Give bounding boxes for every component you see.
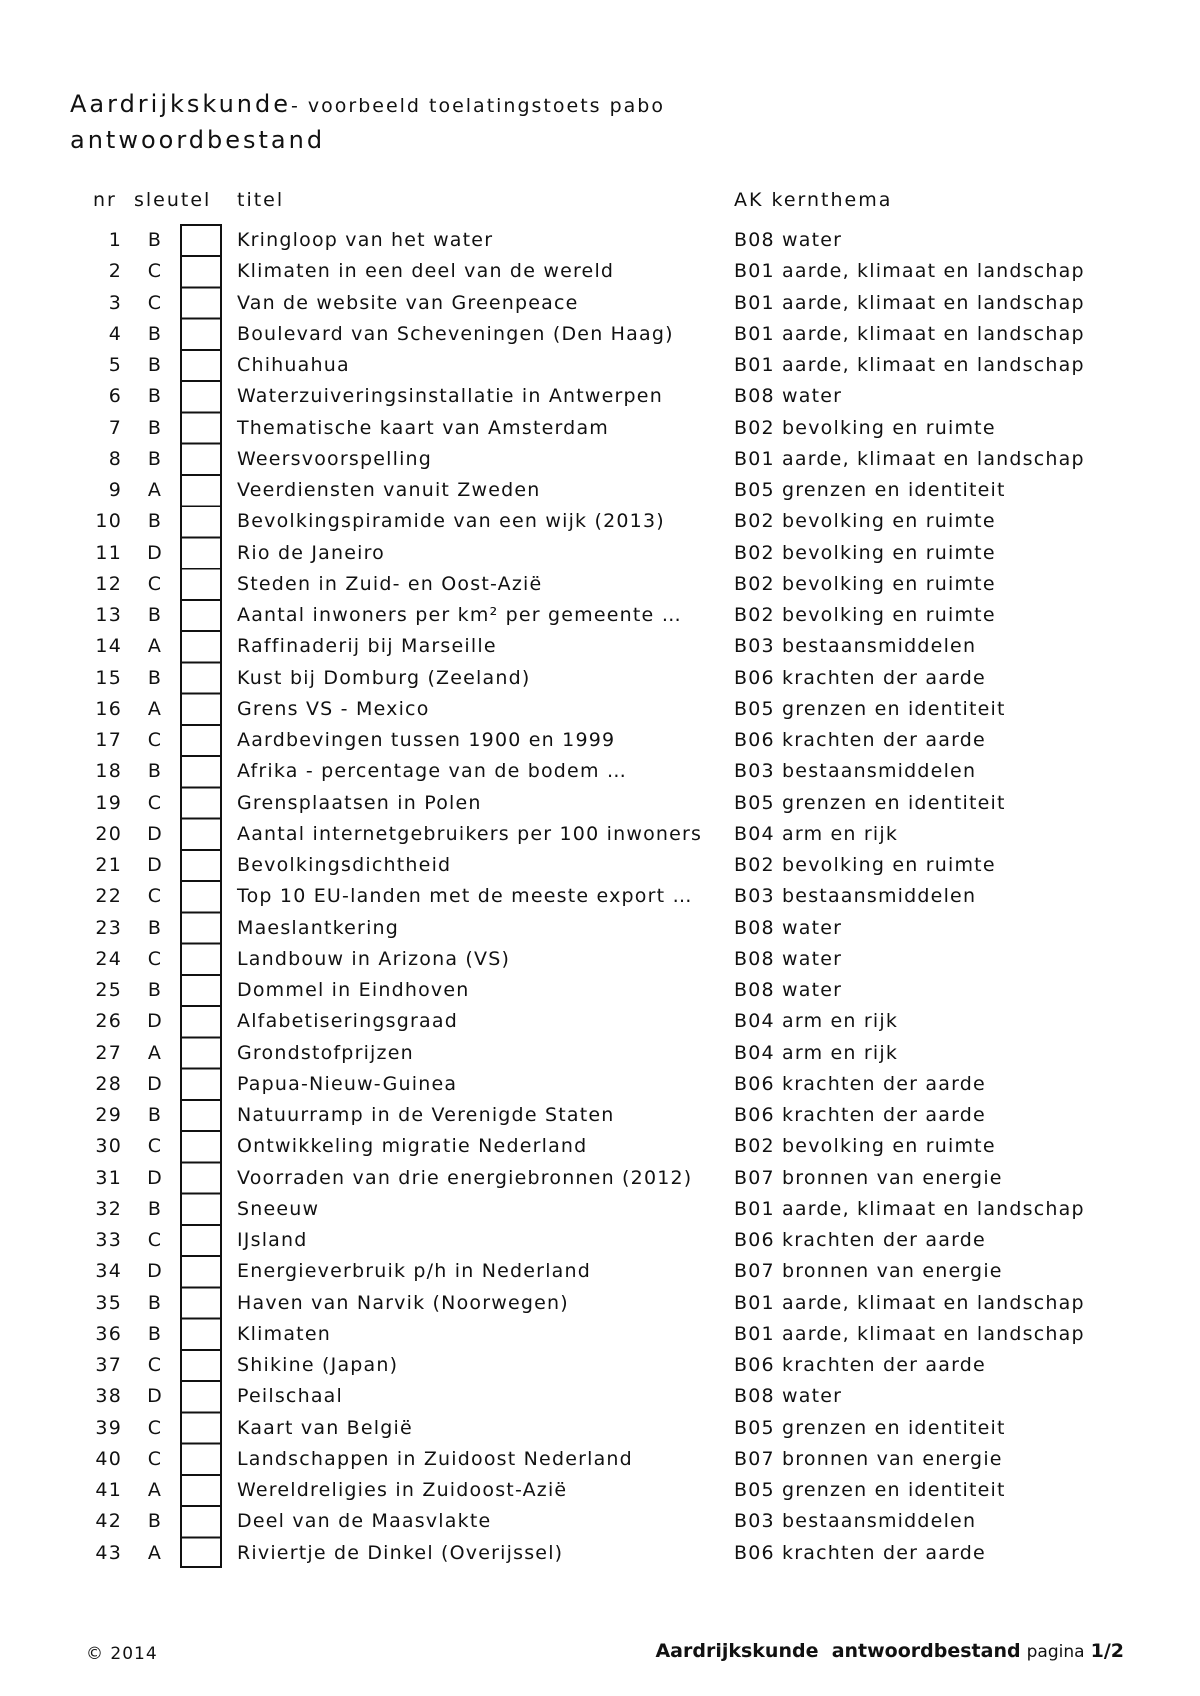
question-number: 32 (95, 1197, 122, 1220)
answer-key: D (147, 854, 163, 876)
question-title: Kust bij Domburg (Zeeland) (237, 666, 531, 689)
question-number: 19 (95, 791, 122, 814)
answer-key: C (147, 1135, 163, 1158)
table-row (0, 724, 1200, 755)
question-title: Landbouw in Arizona (VS) (237, 947, 511, 970)
column-header-theme: AK kernthema (734, 189, 893, 211)
question-number: 37 (95, 1354, 122, 1376)
question-number: 6 (108, 385, 122, 408)
answer-key: B (147, 229, 163, 251)
question-title: Sneeuw (237, 1197, 320, 1220)
question-number: 42 (95, 1510, 122, 1533)
answer-key: C (147, 1354, 163, 1376)
question-title: Grondstofprijzen (237, 1041, 414, 1064)
answer-key: C (147, 1229, 163, 1251)
answer-key: A (147, 635, 163, 658)
answer-key: C (147, 791, 163, 814)
question-title: Voorraden van drie energiebronnen (2012) (237, 1166, 693, 1189)
core-theme: B02 bevolking en ruimte (734, 604, 996, 626)
core-theme: B02 bevolking en ruimte (734, 572, 996, 595)
answer-key: A (147, 697, 163, 720)
answer-key: A (147, 1541, 163, 1564)
answer-key: B (147, 447, 163, 470)
core-theme: B01 aarde, klimaat en landschap (734, 1197, 1085, 1220)
table-row (0, 568, 1200, 599)
question-title: Chihuahua (237, 354, 350, 376)
answer-key: A (147, 479, 163, 501)
table-row (0, 787, 1200, 818)
core-theme: B03 bestaansmiddelen (734, 1510, 977, 1533)
question-number: 31 (95, 1166, 122, 1189)
core-theme: B01 aarde, klimaat en landschap (734, 322, 1085, 345)
answer-key: B (147, 916, 163, 939)
core-theme: B05 grenzen en identiteit (734, 1479, 1006, 1501)
answer-key: C (147, 885, 163, 908)
answer-key: B (147, 604, 163, 626)
core-theme: B01 aarde, klimaat en landschap (734, 447, 1085, 470)
table-row (0, 943, 1200, 974)
question-number: 14 (95, 635, 122, 658)
answer-key: B (147, 1510, 163, 1533)
core-theme: B02 bevolking en ruimte (734, 854, 996, 876)
question-title: Maeslantkering (237, 916, 400, 939)
question-title: Kaart van België (237, 1416, 413, 1439)
question-title: Kringloop van het water (237, 229, 494, 251)
question-title: Klimaten (237, 1322, 331, 1345)
table-row (0, 1068, 1200, 1099)
question-title: Aantal internetgebruikers per 100 inwoners (237, 822, 703, 845)
question-title: Deel van de Maasvlakte (237, 1510, 492, 1533)
question-title: Landschappen in Zuidoost Nederland (237, 1447, 633, 1470)
answer-key: B (147, 760, 163, 783)
table-row (0, 1380, 1200, 1411)
table-row (0, 1287, 1200, 1318)
table-row (0, 1505, 1200, 1536)
question-number: 23 (95, 916, 122, 939)
copyright: © 2014 (86, 1644, 158, 1664)
core-theme: B08 water (734, 229, 843, 251)
core-theme: B08 water (734, 947, 843, 970)
core-theme: B04 arm en rijk (734, 1041, 899, 1064)
column-header-title: titel (237, 189, 285, 211)
question-title: Van de website van Greenpeace (237, 291, 579, 314)
core-theme: B08 water (734, 916, 843, 939)
question-title: Ontwikkeling migratie Nederland (237, 1135, 588, 1158)
core-theme: B05 grenzen en identiteit (734, 697, 1006, 720)
table-row (0, 474, 1200, 505)
table-row (0, 1162, 1200, 1193)
core-theme: B02 bevolking en ruimte (734, 1135, 996, 1158)
question-title: Thematische kaart van Amsterdam (237, 416, 609, 439)
footer-document-info (655, 1640, 1124, 1662)
footer-page-number: 1/2 (1090, 1640, 1124, 1662)
question-title: Alfabetiseringsgraad (237, 1010, 458, 1033)
core-theme: B08 water (734, 1385, 843, 1408)
table-row (0, 1537, 1200, 1568)
column-header-key: sleutel (134, 189, 212, 211)
answer-key: D (147, 822, 163, 845)
table-row (0, 224, 1200, 255)
table-row (0, 1037, 1200, 1068)
table-row (0, 1412, 1200, 1443)
answer-key: C (147, 291, 163, 314)
table-row (0, 599, 1200, 630)
table-row (0, 1193, 1200, 1224)
question-title: Energieverbruik p/h in Nederland (237, 1260, 592, 1283)
core-theme: B04 arm en rijk (734, 1010, 899, 1033)
question-number: 24 (95, 947, 122, 970)
question-number: 17 (95, 729, 122, 751)
answer-key: C (147, 260, 163, 283)
core-theme: B06 krachten der aarde (734, 729, 986, 751)
table-row (0, 755, 1200, 786)
table-row (0, 505, 1200, 536)
column-header-nr: nr (93, 189, 117, 211)
answer-key: A (147, 1479, 163, 1501)
core-theme: B01 aarde, klimaat en landschap (734, 1291, 1085, 1314)
question-number: 15 (95, 666, 122, 689)
core-theme: B07 bronnen van energie (734, 1260, 1003, 1283)
answer-key: B (147, 666, 163, 689)
core-theme: B04 arm en rijk (734, 822, 899, 845)
table-row (0, 849, 1200, 880)
question-number: 2 (108, 260, 122, 283)
answer-key: B (147, 1291, 163, 1314)
question-number: 28 (95, 1072, 122, 1095)
core-theme: B06 krachten der aarde (734, 1541, 986, 1564)
question-number: 9 (108, 479, 122, 501)
core-theme: B02 bevolking en ruimte (734, 510, 996, 533)
answer-key: C (147, 1416, 163, 1439)
question-number: 18 (95, 760, 122, 783)
question-number: 20 (95, 822, 122, 845)
question-number: 40 (95, 1447, 122, 1470)
table-row (0, 255, 1200, 286)
question-title: Wereldreligies in Zuidoost-Azië (237, 1479, 568, 1501)
core-theme: B01 aarde, klimaat en landschap (734, 354, 1085, 376)
question-title: Riviertje de Dinkel (Overijssel) (237, 1541, 564, 1564)
question-title: Raffinaderij bij Marseille (237, 635, 497, 658)
table-row (0, 1224, 1200, 1255)
table-row (0, 818, 1200, 849)
answer-key: B (147, 1197, 163, 1220)
table-row (0, 318, 1200, 349)
question-number: 34 (95, 1260, 122, 1283)
answer-table (0, 224, 1200, 1568)
core-theme: B03 bestaansmiddelen (734, 760, 977, 783)
question-number: 43 (95, 1541, 122, 1564)
title-sub: - voorbeeld toelatingstoets pabo (291, 95, 665, 117)
answer-key: B (147, 1322, 163, 1345)
table-row (0, 630, 1200, 661)
table-row (0, 662, 1200, 693)
core-theme: B05 grenzen en identiteit (734, 1416, 1006, 1439)
question-title: Dommel in Eindhoven (237, 979, 470, 1001)
answer-key: B (147, 510, 163, 533)
answer-key: B (147, 354, 163, 376)
answer-key: A (147, 1041, 163, 1064)
table-row (0, 693, 1200, 724)
question-title: Bevolkingsdichtheid (237, 854, 452, 876)
question-number: 5 (108, 354, 122, 376)
core-theme: B08 water (734, 979, 843, 1001)
core-theme: B01 aarde, klimaat en landschap (734, 260, 1085, 283)
question-title: Grensplaatsen in Polen (237, 791, 482, 814)
question-title: Shikine (Japan) (237, 1354, 399, 1376)
question-title: Afrika - percentage van de bodem … (237, 760, 628, 783)
question-title: Papua-Nieuw-Guinea (237, 1072, 458, 1095)
table-row (0, 380, 1200, 411)
question-title: Waterzuiveringsinstallatie in Antwerpen (237, 385, 663, 408)
core-theme: B01 aarde, klimaat en landschap (734, 291, 1085, 314)
question-number: 26 (95, 1010, 122, 1033)
table-row (0, 1005, 1200, 1036)
document-subtitle: antwoordbestand (70, 126, 326, 154)
table-row (0, 880, 1200, 911)
core-theme: B03 bestaansmiddelen (734, 635, 977, 658)
question-number: 13 (95, 604, 122, 626)
table-row (0, 443, 1200, 474)
question-number: 3 (108, 291, 122, 314)
answer-key: B (147, 385, 163, 408)
question-title: Aantal inwoners per km² per gemeente … (237, 604, 682, 626)
table-row (0, 1349, 1200, 1380)
question-title: Weersvoorspelling (237, 447, 433, 470)
answer-key: C (147, 947, 163, 970)
footer-doc-title: Aardrijkskunde antwoordbestand (655, 1640, 1021, 1662)
answer-key: D (147, 1385, 163, 1408)
core-theme: B01 aarde, klimaat en landschap (734, 1322, 1085, 1345)
table-row (0, 1318, 1200, 1349)
question-title: Boulevard van Scheveningen (Den Haag) (237, 322, 674, 345)
question-number: 36 (95, 1322, 122, 1345)
core-theme: B06 krachten der aarde (734, 1354, 986, 1376)
table-row (0, 287, 1200, 318)
table-row (0, 1130, 1200, 1161)
core-theme: B07 bronnen van energie (734, 1166, 1003, 1189)
question-title: Natuurramp in de Verenigde Staten (237, 1104, 615, 1126)
table-row (0, 974, 1200, 1005)
question-title: Steden in Zuid- en Oost-Azië (237, 572, 543, 595)
answer-key: D (147, 1260, 163, 1283)
question-title: Bevolkingspiramide van een wijk (2013) (237, 510, 665, 533)
question-number: 12 (95, 572, 122, 595)
question-title: Grens VS - Mexico (237, 697, 430, 720)
question-title: Top 10 EU-landen met de meeste export … (237, 885, 693, 908)
core-theme: B08 water (734, 385, 843, 408)
footer-page-label: pagina (1026, 1642, 1085, 1662)
core-theme: B06 krachten der aarde (734, 1104, 986, 1126)
question-number: 41 (95, 1479, 122, 1501)
question-number: 33 (95, 1229, 122, 1251)
core-theme: B05 grenzen en identiteit (734, 791, 1006, 814)
question-number: 35 (95, 1291, 122, 1314)
question-number: 7 (108, 416, 122, 439)
title-main: Aardrijkskunde (70, 90, 291, 118)
answer-key: B (147, 416, 163, 439)
question-number: 39 (95, 1416, 122, 1439)
question-number: 10 (95, 510, 122, 533)
core-theme: B06 krachten der aarde (734, 1072, 986, 1095)
core-theme: B06 krachten der aarde (734, 1229, 986, 1251)
core-theme: B06 krachten der aarde (734, 666, 986, 689)
question-number: 16 (95, 697, 122, 720)
answer-key: D (147, 1166, 163, 1189)
answer-key: D (147, 541, 163, 564)
core-theme: B03 bestaansmiddelen (734, 885, 977, 908)
core-theme: B02 bevolking en ruimte (734, 541, 996, 564)
table-row (0, 1443, 1200, 1474)
answer-key: B (147, 322, 163, 345)
answer-key: C (147, 572, 163, 595)
question-number: 25 (95, 979, 122, 1001)
question-title: Klimaten in een deel van de wereld (237, 260, 615, 283)
question-number: 21 (95, 854, 122, 876)
question-number: 1 (108, 229, 122, 251)
core-theme: B02 bevolking en ruimte (734, 416, 996, 439)
question-number: 30 (95, 1135, 122, 1158)
question-number: 22 (95, 885, 122, 908)
table-row (0, 537, 1200, 568)
answer-key: B (147, 979, 163, 1001)
question-number: 4 (108, 322, 122, 345)
answer-key: B (147, 1104, 163, 1126)
answer-key: D (147, 1072, 163, 1095)
question-title: Veerdiensten vanuit Zweden (237, 479, 541, 501)
core-theme: B05 grenzen en identiteit (734, 479, 1006, 501)
core-theme: B07 bronnen van energie (734, 1447, 1003, 1470)
table-row (0, 912, 1200, 943)
table-row (0, 349, 1200, 380)
question-title: Haven van Narvik (Noorwegen) (237, 1291, 569, 1314)
question-number: 29 (95, 1104, 122, 1126)
table-row (0, 412, 1200, 443)
question-title: Rio de Janeiro (237, 541, 386, 564)
question-title: Aardbevingen tussen 1900 en 1999 (237, 729, 616, 751)
question-title: Peilschaal (237, 1385, 343, 1408)
question-number: 11 (95, 541, 122, 564)
table-row (0, 1099, 1200, 1130)
table-row (0, 1255, 1200, 1286)
answer-key: D (147, 1010, 163, 1033)
table-row (0, 1474, 1200, 1505)
question-number: 27 (95, 1041, 122, 1064)
question-title: IJsland (237, 1229, 308, 1251)
document-title (70, 90, 665, 118)
answer-key: C (147, 729, 163, 751)
question-number: 8 (108, 447, 122, 470)
answer-key: C (147, 1447, 163, 1470)
question-number: 38 (95, 1385, 122, 1408)
